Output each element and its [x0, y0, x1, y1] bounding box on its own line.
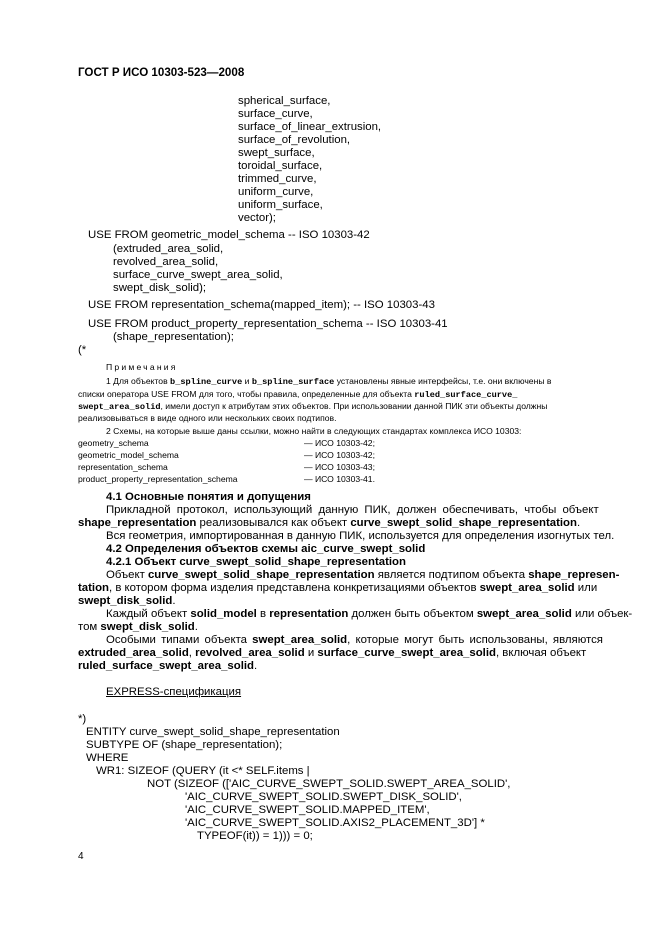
schema-ref: — ИСО 10303-42;: [304, 438, 375, 448]
s41-p1-line-2: shape_representation реализовывался как объект curve_swept_solid_shape_representation.: [78, 517, 581, 529]
section-4-1-heading: 4.1 Основные понятия и допущения: [106, 491, 311, 503]
code-line: TYPEOF(it)) = 1))) = 0;: [197, 830, 313, 842]
code-line: WR1: SIZEOF (QUERY (it <* SELF.items |: [96, 765, 310, 777]
note-1-line-3: swept_area_solid, имели доступ к атрибутам этих объектов. При использовании данной ПИК эти объекты должны: [78, 401, 548, 412]
code-line: 'AIC_CURVE_SWEPT_SOLID.SWEPT_DISK_SOLID',: [185, 791, 462, 803]
comment-open: (*: [78, 344, 87, 356]
use-representation: USE FROM representation_schema(mapped_item); -- ISO 10303-43: [88, 299, 435, 311]
code-line: surface_of_linear_extrusion,: [238, 121, 382, 133]
schema-ref: — ИСО 10303-41.: [304, 474, 375, 484]
code-line: toroidal_surface,: [238, 160, 323, 172]
code-line: (extruded_area_solid,: [113, 243, 224, 255]
note-1-line-4: реализовываться в виде одного или нескольких своих подтипов.: [78, 413, 337, 423]
s42-p3-line-1: Особыми типами объекта swept_area_solid, которые могут быть использованы, являются: [106, 634, 603, 646]
note-1-line-1: 1 Для объектов b_spline_curve и b_spline_surface установлены явные интерфейсы, т.е. они включены в: [106, 376, 552, 387]
s41-p1-line-1: Прикладной протокол, использующий данную ПИК, должен обеспечивать, чтобы объект: [106, 504, 599, 516]
code-line: surface_curve_swept_area_solid,: [113, 269, 283, 281]
schema-ref: — ИСО 10303-42;: [304, 450, 375, 460]
code-line: NOT (SIZEOF (['AIC_CURVE_SWEPT_SOLID.SWEPT_AREA_SOLID',: [147, 778, 511, 790]
code-line: revolved_area_solid,: [113, 256, 219, 268]
code-line: WHERE: [86, 752, 129, 764]
s42-p2-line-1: Каждый объект solid_model в representation должен быть объектом swept_area_solid или объек-: [106, 608, 633, 620]
code-line: SUBTYPE OF (shape_representation);: [86, 739, 283, 751]
code-line: ENTITY curve_swept_solid_shape_representation: [86, 726, 340, 738]
s42-p1-line-3: swept_disk_solid.: [78, 595, 176, 607]
code-line: swept_disk_solid);: [113, 282, 207, 294]
s42-p1-line-1: Объект curve_swept_solid_shape_representation является подтипом объекта shape_represen-: [106, 569, 620, 581]
express-spec-label: EXPRESS-спецификация: [106, 686, 242, 698]
s42-p3-line-3: ruled_surface_swept_area_solid.: [78, 660, 258, 672]
code-line: spherical_surface,: [238, 95, 331, 107]
s42-p1-line-2: tation, в котором форма изделия представлена конкретизациями объектов swept_area_solid или: [78, 582, 598, 594]
use-product-property: USE FROM product_property_representation_schema -- ISO 10303-41: [88, 318, 448, 330]
section-4-2-1-heading: 4.2.1 Объект curve_swept_solid_shape_representation: [106, 556, 406, 568]
code-line: trimmed_curve,: [238, 173, 317, 185]
code-line: *): [78, 713, 87, 725]
notes-title: Примечания: [106, 362, 178, 372]
schema-name: geometric_model_schema: [78, 450, 179, 460]
s41-p2: Вся геометрия, импортированная в данную ПИК, используется для определения изогнутых тел.: [106, 530, 615, 542]
page-number: 4: [78, 851, 84, 862]
use-geometric-model: USE FROM geometric_model_schema -- ISO 10303-42: [88, 229, 370, 241]
s42-p3-line-2: extruded_area_solid, revolved_area_solid и surface_curve_swept_area_solid, включая объект: [78, 647, 587, 659]
s42-p2-line-2: том swept_disk_solid.: [78, 621, 198, 633]
schema-name: geometry_schema: [78, 438, 149, 448]
schema-name: representation_schema: [78, 462, 168, 472]
page-header: ГОСТ Р ИСО 10303-523—2008: [78, 66, 245, 79]
code-line: vector);: [238, 212, 276, 224]
code-line: uniform_surface,: [238, 199, 323, 211]
code-line: uniform_curve,: [238, 186, 314, 198]
schema-ref: — ИСО 10303-43;: [304, 462, 375, 472]
section-4-2-heading: 4.2 Определения объектов схемы aic_curve_swept_solid: [106, 543, 426, 555]
schema-name: product_property_representation_schema: [78, 474, 238, 484]
code-line: 'AIC_CURVE_SWEPT_SOLID.MAPPED_ITEM',: [185, 804, 430, 816]
note-2: 2 Схемы, на которые выше даны ссылки, можно найти в следующих стандартах комплекса ИСО 10303:: [106, 426, 522, 436]
note-1-line-2: списки оператора USE FROM для того, чтобы правила, определенные для объекта ruled_surface_curve_: [78, 389, 518, 400]
code-line: surface_curve,: [238, 108, 313, 120]
code-line: swept_surface,: [238, 147, 315, 159]
code-line: 'AIC_CURVE_SWEPT_SOLID.AXIS2_PLACEMENT_3D'] *: [185, 817, 485, 829]
code-line: (shape_representation);: [113, 331, 234, 343]
code-line: surface_of_revolution,: [238, 134, 351, 146]
